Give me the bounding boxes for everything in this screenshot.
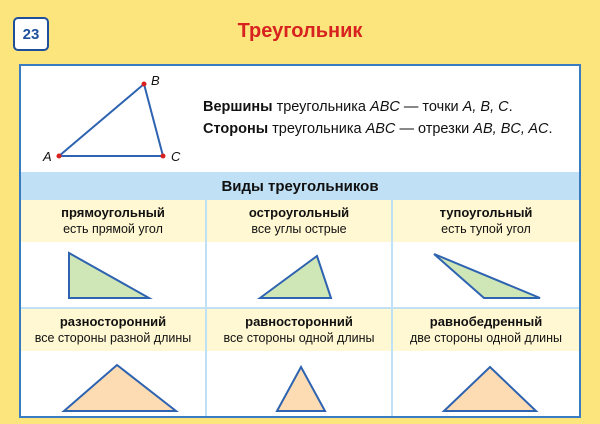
vertex-b-dot [142, 82, 147, 87]
kind-header [393, 200, 579, 242]
kind-name: тупоугольный [439, 205, 533, 220]
triangle-isosceles [444, 367, 536, 411]
triangle-kinds-header: Виды треугольников [21, 172, 579, 200]
kind-header [207, 309, 391, 351]
sides-definition: Стороны треугольника ABC — отрезки AB, BC, AC. [203, 121, 553, 137]
kind-header [207, 200, 391, 242]
vertices-definition: Вершины треугольника ABC — точки A, B, C. [203, 99, 513, 115]
triangle-kinds-grid [21, 200, 579, 418]
kind-cell-scalene [21, 309, 207, 418]
kind-cell-isosceles [393, 309, 579, 418]
kind-triangle-illustration [207, 242, 393, 308]
kind-triangle-illustration [21, 351, 207, 417]
triangle-abc [59, 84, 163, 156]
kind-triangle-illustration [393, 242, 579, 308]
vertex-c-label: C [171, 149, 181, 164]
kind-description: все углы острые [251, 222, 347, 236]
triangle-obtuse [434, 254, 540, 298]
kind-header [21, 200, 205, 242]
kind-cell-acute [207, 200, 393, 309]
kind-triangle-illustration [207, 351, 393, 417]
vertex-a-dot [57, 154, 62, 159]
content-panel [19, 64, 581, 418]
triangle-acute [260, 256, 331, 298]
vertex-c-dot [161, 154, 166, 159]
kind-name: равнобедренный [429, 314, 543, 329]
kind-description: две стороны одной длины [409, 331, 562, 345]
kind-description: есть прямой угол [63, 222, 163, 236]
kind-name: прямоугольный [61, 205, 165, 220]
kind-description: все стороны разной длины [34, 331, 192, 345]
kind-triangle-illustration [393, 351, 579, 417]
kind-cell-equilateral [207, 309, 393, 418]
vertex-b-label: B [151, 74, 160, 88]
kind-name: разносторонний [59, 314, 167, 329]
kind-description: есть тупой угол [441, 222, 531, 236]
triangle-equilateral [277, 367, 325, 411]
vertex-a-label: A [43, 149, 52, 164]
triangle-right [69, 253, 149, 298]
triangle-abc-diagram [33, 74, 203, 169]
kind-cell-obtuse [393, 200, 579, 309]
definition-text [203, 96, 553, 140]
kind-name: остроугольный [248, 205, 350, 220]
kind-description: все стороны одной длины [223, 331, 375, 345]
kind-name: равносторонний [245, 314, 353, 329]
kind-header [393, 309, 579, 351]
page-number: 23 [13, 17, 49, 51]
kind-triangle-illustration [21, 242, 207, 308]
kind-cell-right [21, 200, 207, 309]
intro-section [21, 66, 579, 172]
page-title: Треугольник [237, 20, 363, 42]
triangle-scalene [64, 365, 176, 411]
kind-header [21, 309, 205, 351]
